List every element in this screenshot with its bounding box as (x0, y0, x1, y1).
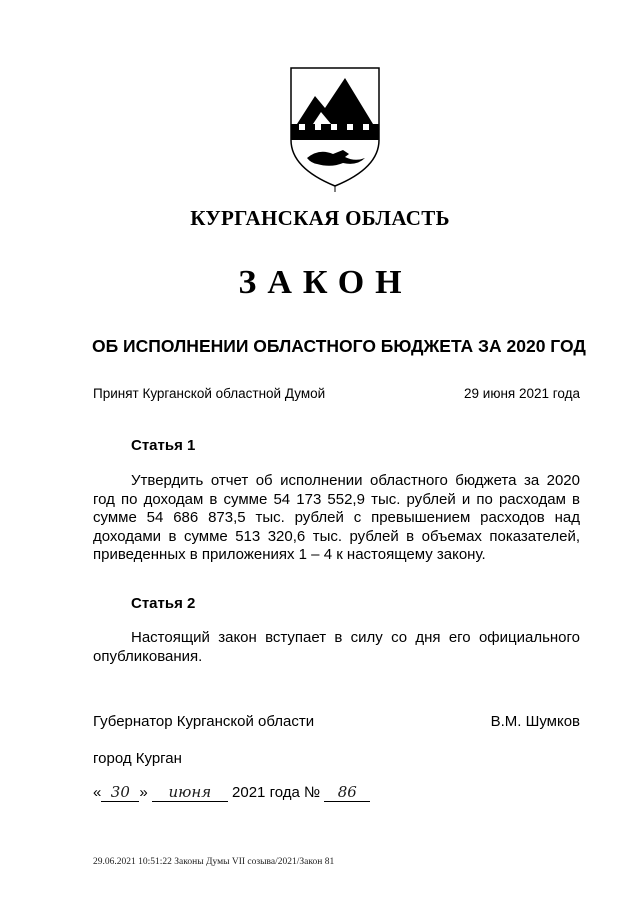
handwritten-law-number: 86 (324, 784, 370, 802)
open-quote: « (93, 784, 102, 801)
signatory-title: Губернатор Курганской области (93, 713, 315, 730)
document-type: ЗАКОН (238, 264, 413, 301)
place-of-signing: город Курган (93, 750, 182, 767)
signing-date-line (93, 784, 370, 802)
article-1-text: Утвердить отчет об исполнении областного бюджета за 2020 год по доходам в сумме 54 173 552,9 тыс. рублей и по расходам в сумме 54 686 873,5 тыс. рублей с превышением расходов над доходами в сумме 513 320,6 тыс. рублей в объемах показателей, приведенных в приложениях 1 – 4 к настоящему закону. (93, 472, 580, 563)
article-2-text: Настоящий закон вступает в силу со дня его официального опубликования. (93, 629, 580, 665)
year-and-number-label: 2021 года № (232, 784, 321, 801)
region-name: КУРГАНСКАЯ ОБЛАСТЬ (190, 206, 450, 230)
kurgan-coat-of-arms-icon (285, 64, 385, 192)
law-title: ОБ ИСПОЛНЕНИИ ОБЛАСТНОГО БЮДЖЕТА ЗА 2020 ГОД (92, 336, 586, 356)
adopted-by: Принят Курганской областной Думой (93, 386, 326, 401)
handwritten-day: 30 (101, 784, 139, 802)
footer-stamp: 29.06.2021 10:51:22 Законы Думы VII созыва/2021/Закон 81 (93, 857, 335, 867)
article-2-heading: Статья 2 (131, 595, 196, 612)
adoption-date: 29 июня 2021 года (464, 386, 580, 401)
close-quote: » (139, 784, 148, 801)
handwritten-month: июня (152, 784, 228, 802)
article-1-heading: Статья 1 (131, 437, 196, 454)
signatory-name: В.М. Шумков (490, 713, 580, 730)
